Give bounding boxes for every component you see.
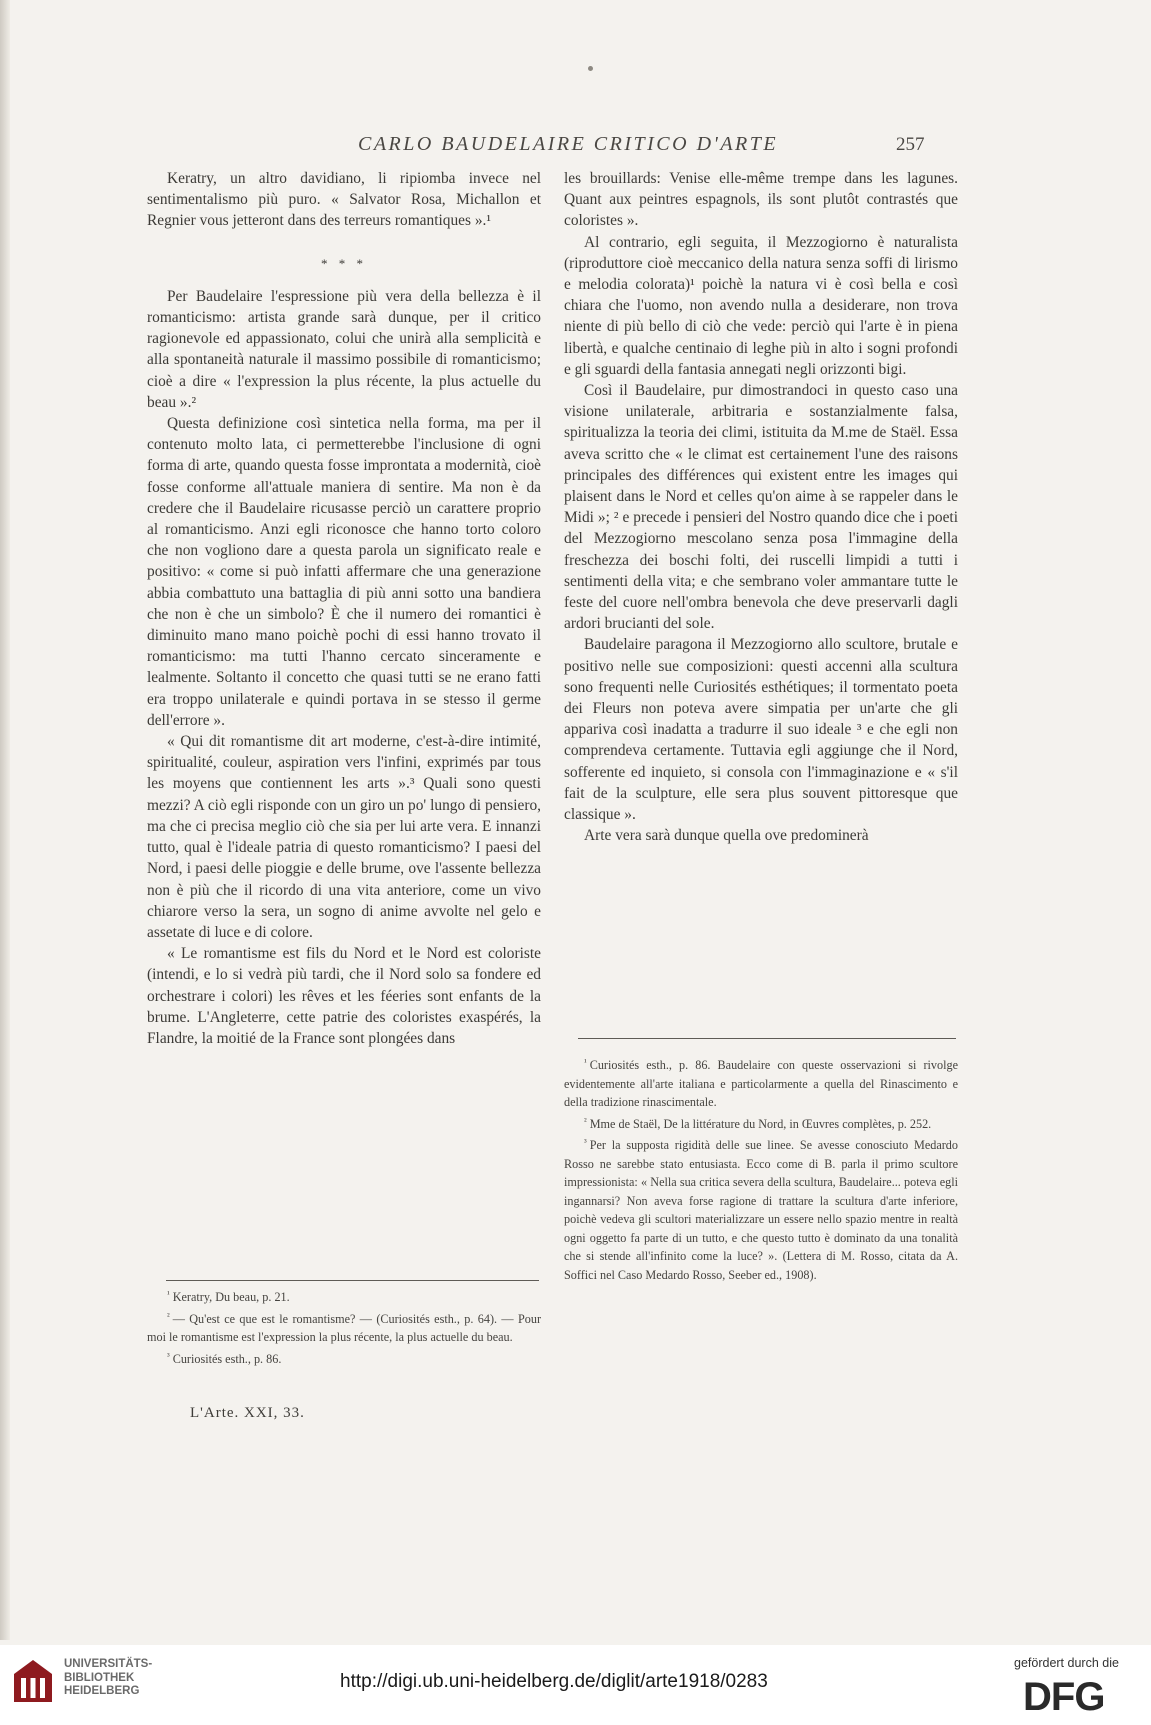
footnote-text: Curiosités esth., p. 86. bbox=[172, 1351, 282, 1366]
section-separator: * * * bbox=[321, 255, 367, 271]
right-column bbox=[564, 168, 958, 847]
funded-by-label: gefördert durch die bbox=[1014, 1656, 1119, 1670]
footnote-text: Keratry, Du beau, p. 21. bbox=[172, 1290, 290, 1304]
footnote-number: ³ bbox=[167, 1350, 170, 1361]
left-column bbox=[147, 168, 541, 1049]
page-number: 257 bbox=[896, 134, 925, 155]
page-mark bbox=[588, 66, 593, 71]
footnotes-right bbox=[564, 1053, 958, 1284]
digitization-footer bbox=[0, 1645, 1151, 1725]
footnote bbox=[147, 1307, 541, 1347]
footnote bbox=[564, 1053, 958, 1112]
university-library-logo-icon bbox=[12, 1658, 54, 1704]
paragraph: Baudelaire paragona il Mezzogiorno allo scultore, brutale e positivo nelle sue composizioni: questi accenni alla scultura sono frequenti nelle Curiosités esthétiques; il tormentato poeta dei Fleurs non poteva avere simpatia per un'arte che gli appariva così inadatta a tradurre il suo ideale ³ e che egli non comprendeva certamente. Tuttavia egli aggiunge che il Nord, sofferente ed inquieto, si consola con l'immaginazione e « s'il fait de la sculpture, elle sera plus souvent pittoresque que classique ». bbox=[564, 636, 958, 824]
paragraph: « Le romantisme est fils du Nord et le Nord est coloriste (intendi, e lo si vedrà più tardi, che il Nord solo sa fondere ed orchestrare i colori) les rêves et les féeries sont enfants de la brume. L'Angleterre, cette patrie des coloristes exaspérés, la Flandre, la moitié de la France sont plongées dans bbox=[147, 945, 541, 1047]
footnotes-left bbox=[147, 1285, 541, 1368]
permalink-url[interactable]: http://digi.ub.uni-heidelberg.de/diglit/arte1918/0283 bbox=[340, 1671, 768, 1692]
journal-signature: L'Arte. XXI, 33. bbox=[190, 1405, 305, 1421]
paragraph: Keratry, un altro davidiano, li ripiomba invece nel sentimentalismo più puro. « Salvator Rosa, Michallon et Regnier vous jetteront dans des terreurs romantiques ».¹ bbox=[147, 170, 541, 230]
footnote-rule bbox=[166, 1280, 539, 1281]
paragraph: Per Baudelaire l'espressione più vera della bellezza è il romanticismo: artista grande sarà dunque, per il critico ragionevole ed appassionato, colui che unirà alla semplicità e alla spontaneità naturale il massimo possibile di romanticismo; cioè a dire « l'expression la plus récente, la plus actuelle du beau ».² bbox=[147, 287, 541, 411]
footnote-text: Curiosités esth., p. 86. Baudelaire con queste osservazioni si rivolge evidentemente all'arte italiana e particolarmente a quella del Rinascimento e della tradizione rinascimentale. bbox=[564, 1058, 958, 1109]
footnote-rule bbox=[578, 1038, 956, 1039]
footnote-number: ¹ bbox=[584, 1057, 587, 1067]
footnote-text: — Qu'est ce que est le romantisme? — (Curiosités esth., p. 64). — Pour moi le romantisme est l'expression la plus récente, la plus actuelle du beau. bbox=[147, 1311, 541, 1344]
dfg-logo: DFG bbox=[1023, 1675, 1105, 1719]
running-head bbox=[0, 133, 1151, 163]
paragraph: Così il Baudelaire, pur dimostrandoci in questo caso una visione unilaterale, arbitraria e sostanzialmente falsa, spiritualizza la teoria dei climi, istituita da M.me de Staël. Essa aveva scritto che « le climat est certainement l'une des raisons principales des différences qui existent entre les images qui plaisent dans le Nord et celles qu'on aime à se rappeler dans le Midi »; ² e precede i pensieri del Nostro quando dice che i poeti del Mezzogiorno mescolano senza posa l'immagine della freschezza dei boschi folti, dei ruscelli limpidi a tutti i sentimenti della vita; e che sembrano voler ammantare tutte le feste del cuore nell'ombra benevola che deve preservarli dagli ardori brucianti del sole. bbox=[564, 382, 958, 633]
paragraph: « Qui dit romantisme dit art moderne, c'est-à-dire intimité, spiritualité, couleur, aspiration vers l'infini, exprimés par tous les moyens que contiennent les arts ».³ Quali sono questi mezzi? A ciò egli risponde con un giro un po' lungo di pensiero, ma che ci precisa meglio ciò che sia per lui arte vera. E innanzi tutto, qual è l'ideale patria di questo romanticismo? I paesi del Nord, i paesi delle pioggie e delle brume, ove l'assente bellezza non è più che il ricordo di una vita anteriore, come un vivo chiarore verso la sera, un sogno di anime avvolte nel gelo e assetate di luce e di colore. bbox=[147, 733, 541, 941]
footnote-number: ¹ bbox=[167, 1289, 170, 1299]
paragraph: Al contrario, egli seguita, il Mezzogiorno è naturalista (riproduttore cioè meccanico della natura senza soffi di lirismo e melodia colorata)¹ poichè la natura vi è così bella e così chiara che l'uomo, non avendo nulla a desiderare, non trova niente di più bello di ciò che vede: perciò qui l'arte è in piena libertà, e qualche centinaio di leghe più in alto i sogni profondi e gli sguardi della fantasia annegati negli orizzonti bigi. bbox=[564, 233, 958, 378]
footnote bbox=[147, 1285, 541, 1307]
footnote-number: ³ bbox=[584, 1137, 587, 1147]
paragraph: Arte vera sarà dunque quella ove predominerà bbox=[584, 827, 869, 845]
footnote-text: Mme de Staël, De la littérature du Nord, in Œuvres complètes, p. 252. bbox=[589, 1116, 932, 1131]
footnote-number: ² bbox=[584, 1115, 587, 1126]
scan-edge bbox=[0, 0, 10, 1640]
footnote bbox=[564, 1133, 958, 1284]
footnote bbox=[564, 1112, 958, 1134]
paragraph: Questa definizione così sintetica nella forma, ma per il contenuto molto lata, ci permetterebbe l'inclusione di ogni forma di arte, quando questa fosse improntata a modernità, cioè fosse conforme all'attuale maniera di sentire. Ma non è da credere che il Baudelaire ricusasse perciò un carattere proprio al romanticismo. Anzi egli riconosce che hanno torto coloro che non vogliono dare a questa parola un significato reale e positivo: « come si può infatti affermare che una generazione abbia combattuto una battaglia di più anni sotto una bandiera che non è che un simbolo? È che il numero dei romantici è diminuito mano mano poichè pochi di essi hanno trovato il romanticismo: ma tutti l'hanno cercato sinceramente e lealmente. Soltanto il concetto che quasi tutti se ne erano fatti era troppo unilaterale e quindi portava in se stesso il germe dell'errore ». bbox=[147, 415, 541, 729]
paragraph: les brouillards: Venise elle-même trempe dans les lagunes. Quant aux peintres espagnols, ils sont plutôt contrastés que coloristes ». bbox=[564, 170, 958, 230]
footnote bbox=[147, 1347, 541, 1369]
footnote-number: ² bbox=[167, 1310, 170, 1321]
footnote-text: Per la supposta rigidità delle sue linee. Se avesse conosciuto Medardo Rosso ne sarebbe stato entusiasta. Ecco come di B. parla il primo scultore impressionista: « Nella sua critica severa della scultura, Baudelaire... poteva egli ingannarsi? Non aveva forse ragione di trattare la scultura d'arte inferiore, poichè vedeva gli scultori materializzare un essere nello spazio mentre in realtà ogni oggetto fa parte di un tutto, e che questo tutto è dominato da una tonalità che si stende all'infinito come la luce? ». (Lettera di M. Rosso, citata da A. Soffici nel Caso Medardo Rosso, Seeber ed., 1908). bbox=[564, 1138, 958, 1282]
library-name: UNIVERSITÄTS- BIBLIOTHEK HEIDELBERG bbox=[64, 1658, 153, 1697]
running-title: CARLO BAUDELAIRE CRITICO D'ARTE bbox=[358, 133, 779, 155]
